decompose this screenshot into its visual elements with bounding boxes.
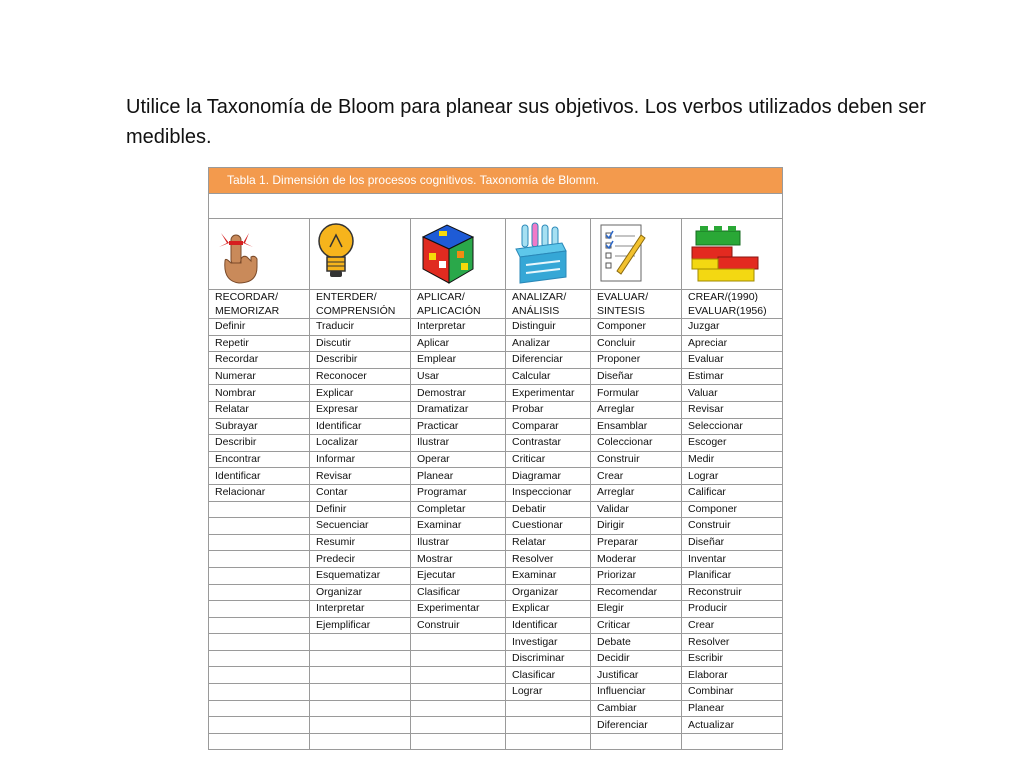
table-cell: Justificar (591, 667, 682, 684)
table-cell (411, 667, 506, 684)
table-cell: Influenciar (591, 684, 682, 701)
table-cell (411, 650, 506, 667)
table-row (209, 733, 783, 750)
table-cell (209, 617, 310, 634)
table-cell: Contar (310, 484, 411, 501)
table-cell: Distinguir (506, 319, 591, 336)
table-cell: Calificar (682, 484, 783, 501)
table-cell (209, 700, 310, 717)
table-cell: Arreglar (591, 401, 682, 418)
table-cell (310, 634, 411, 651)
column-header-line2: ANÁLISIS (512, 305, 560, 317)
table-cell: Construir (682, 518, 783, 535)
table-cell: Clasificar (506, 667, 591, 684)
table-cell (209, 634, 310, 651)
table-cell: Relatar (506, 534, 591, 551)
table-cell: Producir (682, 601, 783, 618)
table-cell: Experimentar (411, 601, 506, 618)
column-header-line1: ENTERDER/ (316, 291, 377, 303)
table-row (209, 634, 783, 651)
table-cell: Experimentar (506, 385, 591, 402)
table-cell: Localizar (310, 435, 411, 452)
table-cell: Ejemplificar (310, 617, 411, 634)
column-header-line1: ANALIZAR/ (512, 291, 567, 303)
slide-intro-text: Utilice la Taxonomía de Bloom para planear sus objetivos. Los verbos utilizados deben ser medibles. (126, 96, 927, 148)
finger-with-ribbon-icon (215, 221, 265, 287)
table-cell (209, 518, 310, 535)
column-header-line2: MEMORIZAR (215, 305, 280, 317)
table-cell (209, 534, 310, 551)
table-row (209, 468, 783, 485)
table-cell: Elaborar (682, 667, 783, 684)
table-cell: Lograr (682, 468, 783, 485)
table-cell (506, 700, 591, 717)
table-cell: Discutir (310, 335, 411, 352)
column-header-line1: EVALUAR/ (597, 291, 649, 303)
table-cell: Ensamblar (591, 418, 682, 435)
table-cell: Ilustrar (411, 435, 506, 452)
table-cell: Cambiar (591, 700, 682, 717)
table-cell: Esquematizar (310, 567, 411, 584)
table-cell (209, 584, 310, 601)
table-cell: Revisar (682, 401, 783, 418)
table-row (209, 617, 783, 634)
icon-cell-crear (682, 219, 783, 290)
table-cell: Subrayar (209, 418, 310, 435)
table-cell: Escribir (682, 650, 783, 667)
table-cell: Resolver (506, 551, 591, 568)
table-cell: Explicar (506, 601, 591, 618)
column-header-3 (506, 290, 591, 319)
light-bulb-icon (316, 221, 356, 287)
table-cell: Secuenciar (310, 518, 411, 535)
table-row (209, 584, 783, 601)
table-cell (310, 650, 411, 667)
table-cell: Resolver (682, 634, 783, 651)
column-header-1 (310, 290, 411, 319)
table-cell: Moderar (591, 551, 682, 568)
table-cell: Planear (682, 700, 783, 717)
table-cell: Reconstruir (682, 584, 783, 601)
icon-cell-entender (310, 219, 411, 290)
table-cell: Arreglar (591, 484, 682, 501)
table-cell: Comparar (506, 418, 591, 435)
column-header-line1: CREAR/(1990) (688, 291, 759, 303)
table-row (209, 518, 783, 535)
table-row (209, 335, 783, 352)
table-cell: Examinar (411, 518, 506, 535)
table-cell (209, 501, 310, 518)
table-cell: Actualizar (682, 717, 783, 734)
icon-cell-evaluar (591, 219, 682, 290)
table-cell (209, 684, 310, 701)
table-cell: Describir (310, 352, 411, 369)
table-cell: Usar (411, 368, 506, 385)
table-cell (411, 733, 506, 750)
table-cell: Lograr (506, 684, 591, 701)
table-cell: Construir (411, 617, 506, 634)
table-cell: Organizar (310, 584, 411, 601)
table-cell: Predecir (310, 551, 411, 568)
table-cell (310, 667, 411, 684)
table-row (209, 551, 783, 568)
table-cell: Operar (411, 451, 506, 468)
table-cell: Expresar (310, 401, 411, 418)
table-cell (209, 667, 310, 684)
table-cell: Organizar (506, 584, 591, 601)
table-row (209, 684, 783, 701)
table-row (209, 484, 783, 501)
table-cell (682, 733, 783, 750)
table-cell: Escoger (682, 435, 783, 452)
table-cell: Mostrar (411, 551, 506, 568)
table-row (209, 435, 783, 452)
table-cell: Crear (682, 617, 783, 634)
table-cell: Interpretar (310, 601, 411, 618)
table-row (209, 601, 783, 618)
table-cell: Diferenciar (506, 352, 591, 369)
table-cell: Definir (310, 501, 411, 518)
table-row (209, 700, 783, 717)
table-cell: Componer (591, 319, 682, 336)
table-cell (310, 700, 411, 717)
table-cell: Identificar (506, 617, 591, 634)
table-cell: Emplear (411, 352, 506, 369)
column-header-line2: COMPRENSIÓN (316, 305, 396, 317)
table-cell: Concluir (591, 335, 682, 352)
table-blank-row (209, 194, 783, 219)
table-cell: Relatar (209, 401, 310, 418)
table-cell: Criticar (506, 451, 591, 468)
table-row (209, 418, 783, 435)
table-cell: Debate (591, 634, 682, 651)
table-cell: Relacionar (209, 484, 310, 501)
table-cell: Crear (591, 468, 682, 485)
table-cell: Dirigir (591, 518, 682, 535)
icon-row (209, 219, 783, 290)
table-cell: Describir (209, 435, 310, 452)
table-cell: Inspeccionar (506, 484, 591, 501)
table-cell: Cuestionar (506, 518, 591, 535)
table-row (209, 534, 783, 551)
icon-cell-analizar (506, 219, 591, 290)
table-cell: Probar (506, 401, 591, 418)
table-cell (591, 733, 682, 750)
table-cell: Explicar (310, 385, 411, 402)
table-cell: Aplicar (411, 335, 506, 352)
table-cell: Recordar (209, 352, 310, 369)
table-cell: Apreciar (682, 335, 783, 352)
table-row (209, 352, 783, 369)
table-cell: Medir (682, 451, 783, 468)
table-cell: Revisar (310, 468, 411, 485)
table-row (209, 401, 783, 418)
table-cell: Combinar (682, 684, 783, 701)
table-cell: Ejecutar (411, 567, 506, 584)
table-row (209, 451, 783, 468)
table-cell: Planificar (682, 567, 783, 584)
table-row (209, 650, 783, 667)
building-blocks-icon (688, 221, 764, 287)
table-cell: Interpretar (411, 319, 506, 336)
table-cell (209, 551, 310, 568)
table-cell (209, 733, 310, 750)
column-header-line2: SINTESIS (597, 305, 645, 317)
table-cell (506, 733, 591, 750)
table-cell: Diseñar (591, 368, 682, 385)
table-cell: Valuar (682, 385, 783, 402)
verbs-table (208, 167, 783, 750)
table-row (209, 667, 783, 684)
table-cell: Recomendar (591, 584, 682, 601)
icon-cell-aplicar (411, 219, 506, 290)
table-cell (209, 650, 310, 667)
header-row (209, 290, 783, 319)
table-cell: Numerar (209, 368, 310, 385)
table-cell: Informar (310, 451, 411, 468)
table-cell: Demostrar (411, 385, 506, 402)
table-cell: Discriminar (506, 650, 591, 667)
table-cell: Practicar (411, 418, 506, 435)
table-cell: Programar (411, 484, 506, 501)
table-cell (310, 717, 411, 734)
table-cell: Ilustrar (411, 534, 506, 551)
table-cell: Dramatizar (411, 401, 506, 418)
table-title: Tabla 1. Dimensión de los procesos cognitivos. Taxonomía de Blomm. (209, 168, 783, 194)
table-cell (209, 567, 310, 584)
table-cell: Completar (411, 501, 506, 518)
table-cell: Diferenciar (591, 717, 682, 734)
table-cell: Diagramar (506, 468, 591, 485)
table-cell (411, 634, 506, 651)
column-header-line2: APLICACIÓN (417, 305, 481, 317)
table-cell: Diseñar (682, 534, 783, 551)
table-cell: Encontrar (209, 451, 310, 468)
table-cell (411, 717, 506, 734)
table-cell: Examinar (506, 567, 591, 584)
table-cell: Inventar (682, 551, 783, 568)
rubiks-cube-icon (417, 221, 479, 287)
bloom-taxonomy-table (208, 167, 782, 730)
table-cell: Priorizar (591, 567, 682, 584)
table-cell: Definir (209, 319, 310, 336)
table-cell (209, 601, 310, 618)
checklist-icon (597, 221, 649, 287)
table-cell: Identificar (310, 418, 411, 435)
icon-cell-recordar (209, 219, 310, 290)
table-cell (310, 733, 411, 750)
table-row (209, 567, 783, 584)
table-cell: Clasificar (411, 584, 506, 601)
column-header-line2: EVALUAR(1956) (688, 305, 767, 317)
table-cell: Validar (591, 501, 682, 518)
table-row (209, 501, 783, 518)
table-cell: Traducir (310, 319, 411, 336)
table-cell: Calcular (506, 368, 591, 385)
table-cell (506, 717, 591, 734)
table-row (209, 368, 783, 385)
table-cell: Proponer (591, 352, 682, 369)
table-cell (411, 700, 506, 717)
table-cell: Repetir (209, 335, 310, 352)
table-cell: Formular (591, 385, 682, 402)
table-cell: Estimar (682, 368, 783, 385)
test-tubes-icon (512, 221, 568, 287)
table-cell: Investigar (506, 634, 591, 651)
column-header-5 (682, 290, 783, 319)
table-cell: Identificar (209, 468, 310, 485)
table-cell: Coleccionar (591, 435, 682, 452)
table-cell (209, 717, 310, 734)
table-cell: Resumir (310, 534, 411, 551)
column-header-0 (209, 290, 310, 319)
table-cell: Debatir (506, 501, 591, 518)
table-cell: Seleccionar (682, 418, 783, 435)
table-row (209, 319, 783, 336)
table-cell: Construir (591, 451, 682, 468)
table-row (209, 717, 783, 734)
column-header-line1: RECORDAR/ (215, 291, 279, 303)
table-cell: Preparar (591, 534, 682, 551)
table-cell (310, 684, 411, 701)
table-cell: Evaluar (682, 352, 783, 369)
table-title-row (209, 168, 783, 194)
table-cell: Analizar (506, 335, 591, 352)
table-cell: Planear (411, 468, 506, 485)
table-cell: Componer (682, 501, 783, 518)
table-cell (411, 684, 506, 701)
table-cell: Criticar (591, 617, 682, 634)
table-cell: Decidir (591, 650, 682, 667)
table-row (209, 385, 783, 402)
table-cell: Elegir (591, 601, 682, 618)
column-header-line1: APLICAR/ (417, 291, 465, 303)
table-cell: Nombrar (209, 385, 310, 402)
table-cell: Contrastar (506, 435, 591, 452)
column-header-4 (591, 290, 682, 319)
column-header-2 (411, 290, 506, 319)
table-cell: Reconocer (310, 368, 411, 385)
table-cell: Juzgar (682, 319, 783, 336)
